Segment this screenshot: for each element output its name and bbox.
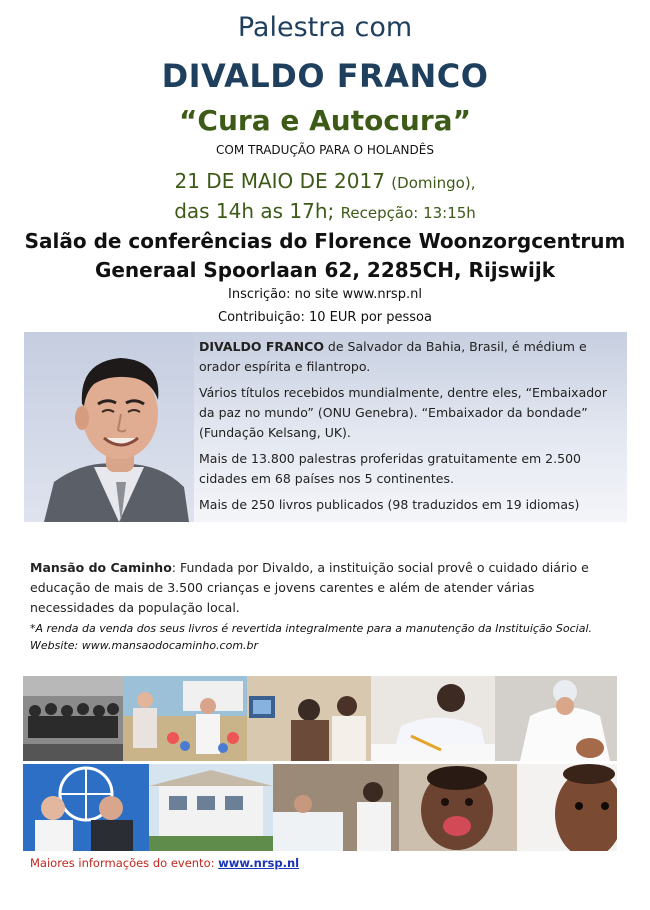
bio-intro: de Salvador da Bahia, Brasil, é médium e orador espírita e filantropo. [199,339,587,374]
weekday-text: (Domingo), [391,174,476,192]
footer [30,856,299,870]
bio-paragraph: Vários títulos recebidos mundialmente, dentre eles, “Embaixador da paz no mundo” (ONU Genebra). “Embaixador da bondade” (Fundação Kelsang, UK). [199,385,607,440]
event-time [0,199,650,223]
topic-title: “Cura e Autocura” [179,104,471,137]
gallery-photo [517,764,617,851]
contribution-info: Contribuição: 10 EUR por pessoa [218,310,432,325]
gallery-photo [273,764,399,851]
pre-title: Palestra com [237,12,413,43]
address: Generaal Spoorlaan 62, 2285CH, Rijswijk [94,258,556,282]
bio-paragraph: Mais de 250 livros publicados (98 traduzidos em 19 idiomas) [199,497,580,512]
speaker-name: DIVALDO FRANCO [161,57,489,95]
reception-text: Recepção: 13:15h [340,204,476,222]
gallery-photo [23,676,123,761]
mansao-text: : Fundada por Divaldo, a instituição social provê o cuidado diário e educação de mais de 3.500 crianças e jovens carentes e além de atender várias necessidades da população local. [30,560,589,615]
mansao-name: Mansão do Caminho [30,560,172,575]
event-info-link[interactable]: www.nrsp.nl [218,856,300,870]
gallery-photo [247,676,371,761]
bio-panel [24,332,627,522]
revenue-note: *A renda da venda dos seus livros é revertida integralmente para a manutenção da Instituição Social. [30,622,593,635]
photo-gallery [23,676,617,851]
bio-name: DIVALDO FRANCO [199,339,324,354]
gallery-photo [399,764,517,851]
speaker-portrait [24,332,194,522]
mansao-description [30,558,620,618]
gallery-photo [149,764,273,851]
gallery-photo [23,764,149,851]
mansao-website: Website: www.mansaodocaminho.com.br [30,639,259,652]
time-text: das 14h as 17h; [174,199,335,223]
registration-info: Inscrição: no site www.nrsp.nl [228,287,422,302]
gallery-photo [371,676,495,761]
gallery-photo [495,676,617,761]
bio-paragraph [199,337,619,377]
gallery-photo [123,676,247,761]
bio-paragraph: Mais de 13.800 palestras proferidas gratuitamente em 2.500 cidades em 68 países nos 5 continentes. [199,451,581,486]
date-text: 21 DE MAIO DE 2017 [174,169,385,193]
translation-note: COM TRADUÇÃO PARA O HOLANDÊS [216,143,434,157]
mansao-note [30,620,630,654]
footer-label: Maiores informações do evento: [30,856,219,870]
venue: Salão de conferências do Florence Woonzorgcentrum [24,229,626,253]
bio-text [199,337,619,521]
event-date [0,169,650,193]
